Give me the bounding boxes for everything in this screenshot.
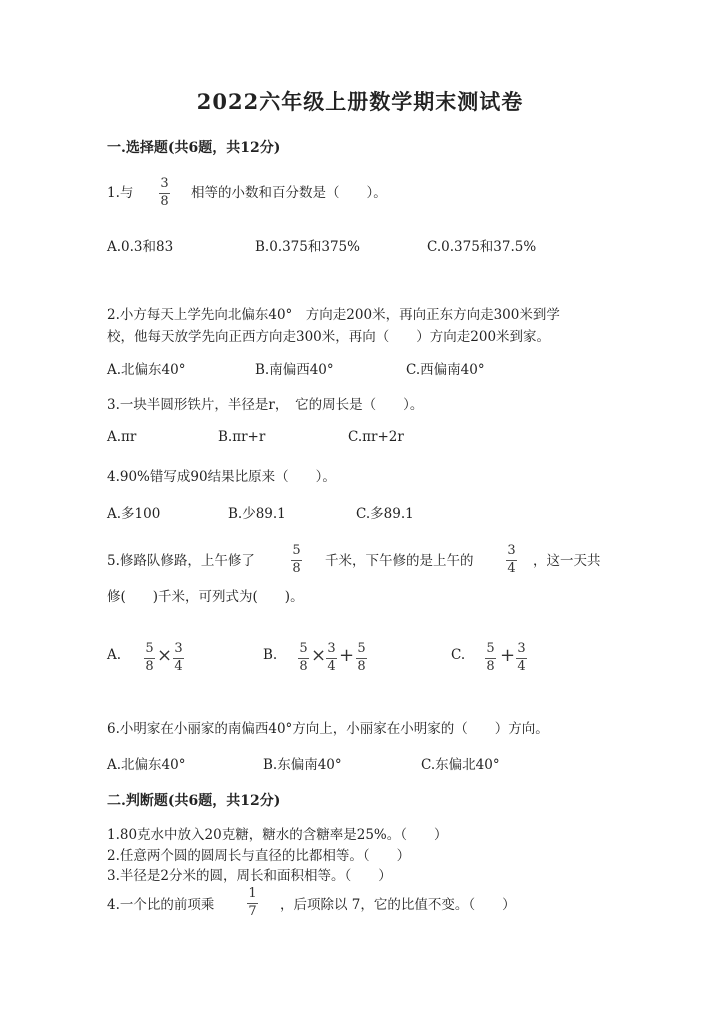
q2-line2: 校，他每天放学先向正西方向走300米，再向（ ）方向走200米到家。: [107, 329, 551, 345]
q3-option-c: C.πr+2r: [348, 429, 404, 445]
fraction-denominator: 8: [357, 659, 366, 674]
fraction-numerator: 5: [292, 543, 301, 558]
q2-option-c: C.西偏南40°: [406, 362, 485, 378]
fraction-numerator: 3: [160, 176, 169, 191]
q2-option-a: A.北偏东40°: [107, 362, 186, 378]
q1-option-a: A.0.3和83: [107, 239, 174, 255]
q1-fraction: [159, 177, 170, 209]
q5-option-b-label: B.: [263, 647, 278, 663]
q4-option-b: B.少89.1: [228, 506, 286, 522]
page-title: 2022六年级上册数学期末测试卷: [196, 89, 524, 114]
fraction-denominator: 8: [299, 659, 308, 674]
q5-prefix: 5.修路队修路，上午修了: [107, 553, 255, 569]
judge-q4-suffix: ，后项除以 7，它的比值不变。（ ）: [280, 897, 516, 913]
judge-q2: 2.任意两个圆的圆周长与直径的比都相等。（ ）: [107, 848, 411, 864]
q1-option-c: C.0.375和37.5%: [427, 239, 537, 255]
q1-prefix: 1.与: [107, 185, 134, 201]
fraction-numerator: 5: [299, 641, 308, 656]
q4-text: 4.90%错写成90结果比原来（ ）。: [107, 469, 336, 485]
q5-option-a-fraction-2: [173, 642, 184, 674]
q5-option-b-fraction-1: [298, 642, 309, 674]
q1-text: 相等的小数和百分数是（ ）。: [191, 185, 387, 201]
q3-option-a: A.πr: [107, 429, 137, 445]
fraction-denominator: 4: [327, 659, 336, 674]
q6-option-c: C.东偏北40°: [421, 757, 500, 773]
q5-option-c-label: C.: [451, 647, 466, 663]
plus-sign: +: [339, 645, 355, 666]
q5-fraction-2: [506, 544, 517, 576]
fraction-denominator: 8: [292, 561, 301, 576]
fraction-numerator: 5: [486, 641, 495, 656]
fraction-numerator: 3: [517, 641, 526, 656]
q5-middle: 千米，下午修的是上午的: [325, 553, 474, 569]
q5-option-b-fraction-2: [326, 642, 337, 674]
q5-fraction-1: [291, 544, 302, 576]
q6-option-a: A.北偏东40°: [107, 757, 186, 773]
q3-option-b: B.πr+r: [218, 429, 266, 445]
fraction-numerator: 3: [327, 641, 336, 656]
q6-option-b: B.东偏南40°: [263, 757, 342, 773]
fraction-numerator: 3: [507, 543, 516, 558]
q2-line1: 2.小方每天上学先向北偏东40° 方向走200米，再向正东方向走300米到学: [107, 307, 560, 323]
q5-option-b-fraction-3: [356, 642, 367, 674]
q5-option-c-fraction-1: [485, 642, 496, 674]
q5-option-a-label: A.: [107, 647, 122, 663]
fraction-numerator: 1: [248, 886, 257, 901]
q2-option-b: B.南偏西40°: [255, 362, 334, 378]
q5-option-a-fraction-1: [144, 642, 155, 674]
q4-option-c: C.多89.1: [356, 506, 414, 522]
q1-option-b: B.0.375和375%: [255, 239, 360, 255]
plus-sign: +: [500, 645, 516, 666]
fraction-denominator: 8: [160, 194, 169, 209]
fraction-denominator: 4: [517, 659, 526, 674]
q4-option-a: A.多100: [107, 506, 161, 522]
judge-q4-fraction: [247, 887, 258, 919]
section-heading-judgement: 二.判断题(共6题，共12分): [107, 793, 281, 809]
times-sign: ×: [311, 645, 327, 666]
times-sign: ×: [157, 645, 173, 666]
fraction-numerator: 3: [174, 641, 183, 656]
fraction-denominator: 8: [145, 659, 154, 674]
fraction-denominator: 7: [248, 904, 257, 919]
q3-text: 3.一块半圆形铁片，半径是r， 它的周长是（ ）。: [107, 397, 424, 413]
judge-q4-prefix: 4.一个比的前项乘: [107, 897, 215, 913]
fraction-denominator: 4: [507, 561, 516, 576]
fraction-numerator: 5: [357, 641, 366, 656]
q6-text: 6.小明家在小丽家的南偏西40°方向上，小丽家在小明家的（ ）方向。: [107, 721, 549, 737]
q5-suffix: ，这一天共: [533, 553, 601, 569]
judge-q1: 1.80克水中放入20克糖，糖水的含糖率是25%。（ ）: [107, 827, 448, 843]
fraction-numerator: 5: [145, 641, 154, 656]
q5-option-c-fraction-2: [516, 642, 527, 674]
judge-q3: 3.半径是2分米的圆，周长和面积相等。（ ）: [107, 868, 392, 884]
section-heading-choice: 一.选择题(共6题，共12分): [107, 140, 281, 156]
fraction-denominator: 8: [486, 659, 495, 674]
q5-line2: 修( )千米，可列式为( )。: [107, 589, 304, 605]
fraction-denominator: 4: [174, 659, 183, 674]
